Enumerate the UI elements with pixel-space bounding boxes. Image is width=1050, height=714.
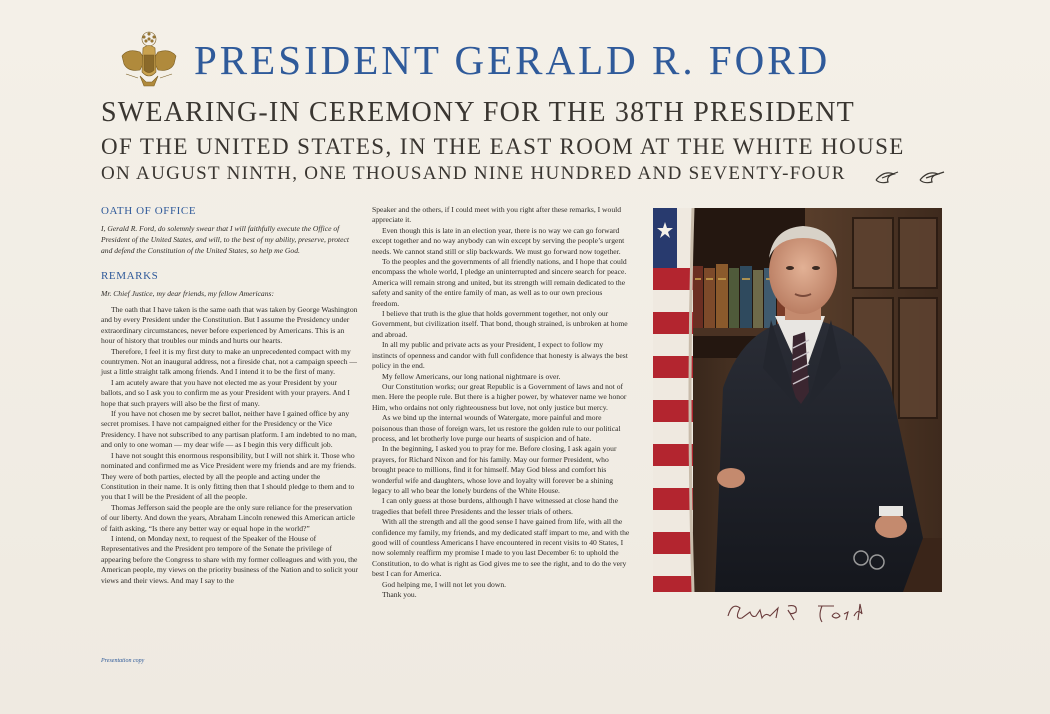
remarks-paragraph: I believe that truth is the glue that holds government together, not only our Government, but civilization itself. That bond, though strained, is unbroken at home and abroad. <box>372 309 628 339</box>
remarks-paragraph: Therefore, I feel it is my first duty to make an unprecedented compact with my countrymen. Not an inaugural address, not a fireside chat, not a campaign speech — just a little straight talk among friends. And I intend it to be the first of many. <box>101 346 357 377</box>
remarks-paragraph: I am acutely aware that you have not elected me as your President by your ballots, and so I ask you to confirm me as your President with your prayers. And I hope that such prayers will also be the first of many. <box>101 377 350 408</box>
remarks-paragraph: The oath that I have taken is the same oath that was taken by George Washington and by every President under the Constitution. But I assume the Presidency under extraordinary circumstances, never before experienced by Americans. This is an hour of history that troubles our minds and hurts our hearts. <box>101 305 358 346</box>
remarks-paragraph: In all my public and private acts as your President, I expect to follow my instincts of openness and candor with full confidence that honesty is always the best policy in the end. <box>372 340 628 371</box>
remarks-paragraph: Thomas Jefferson said the people are the only sure reliance for the preservation of our liberty. And down the years, Abraham Lincoln renewed this American article of faith asking, “Is there any better way or equal hope in the world?” <box>101 502 355 533</box>
oath-heading: OATH OF OFFICE <box>101 205 197 217</box>
flourish-ornament-icon <box>872 166 952 186</box>
text-column-left <box>101 205 359 586</box>
oath-text: I, Gerald R. Ford, do solemnly swear that I will faithfully execute the Office of President of the United States, and will, to the best of my ability, preserve, protect and defend the Constitution of the United States, so help me God. <box>101 224 350 255</box>
remarks-greeting: Mr. Chief Justice, my dear friends, my fellow Americans: <box>101 289 275 298</box>
signature <box>722 598 872 626</box>
presidential-seal-icon <box>118 30 180 90</box>
remarks-paragraph: With all the strength and all the good sense I have gained from life, with all the confidence my family, my friends, and my dedicated staff impart to me, and with the good will of countless Americans I have encountered in recent visits to 40 States, I now solemnly reaffirm my promise I made to you last December 6: to uphold the Constitution, to do what is right as God gives me to see the right, and to do the very best I can for America. <box>372 517 630 579</box>
remarks-paragraph: I can only guess at those burdens, although I have witnessed at close hand the tragedies that befell three Presidents and the lesser trials of others. <box>372 496 618 516</box>
remarks-paragraph-continued: Speaker and the others, if I could meet with you right after these remarks, I would appreciate it. <box>372 205 622 225</box>
page-title: PRESIDENT GERALD R. FORD <box>194 37 831 83</box>
subtitle-line-1: SWEARING-IN CEREMONY FOR THE 38TH PRESIDENT <box>101 97 855 128</box>
remarks-paragraph: In the beginning, I asked you to pray for me. Before closing, I ask again your prayers, for Richard Nixon and for his family. May our former President, who brought peace to millions, find it for himself. May God bless and comfort his wonderful wife and daughters, whose love and loyalty will forever be a shining legacy to all who bear the lonely burdens of the White House. <box>372 444 617 495</box>
subtitle-line-2: OF THE UNITED STATES, IN THE EAST ROOM AT THE WHITE HOUSE <box>101 134 905 159</box>
subtitle-line-3: ON AUGUST NINTH, ONE THOUSAND NINE HUNDRED AND SEVENTY-FOUR <box>101 163 846 184</box>
remarks-paragraph: As we bind up the internal wounds of Watergate, more painful and more poisonous than those of foreign wars, let us restore the golden rule to our political process, and let brotherly love purge our hearts of suspicion and of hate. <box>372 413 621 443</box>
portrait-illustration <box>653 208 942 592</box>
remarks-paragraph: To the peoples and the governments of all friendly nations, and I hope that could encompass the whole world, I pledge an uninterrupted and sincere search for peace. America will remain strong and united, but its strength will remain dedicated to the safety and sanity of the entire family of man, as well as to our own precious freedom. <box>372 257 627 308</box>
presentation-copy-label: Presentation copy <box>101 658 145 664</box>
portrait-photo <box>653 208 942 592</box>
remarks-paragraph: My fellow Americans, our long national nightmare is over. <box>382 371 561 381</box>
remarks-paragraph: God helping me, I will not let you down. <box>382 579 507 589</box>
remarks-paragraph: Thank you. <box>382 590 417 600</box>
remarks-heading: REMARKS <box>101 270 159 282</box>
remarks-paragraph: I have not sought this enormous responsibility, but I will not shirk it. Those who nominated and confirmed me as Vice President were my friends and are my friends. They were of both parties, elected by all the people and acting under the Constitution in their name. It is only fitting then that I should pledge to them and to you that I will be the President of all the people. <box>101 450 356 502</box>
remarks-paragraph: If you have not chosen me by secret ballot, neither have I gained office by any secret promises. I have not campaigned either for the Presidency or the Vice Presidency. I have not subscribed to any partisan platform. I am indebted to no man, and only to one woman — my dear wife — as I begin this very difficult job. <box>101 409 357 450</box>
text-column-right <box>372 205 630 600</box>
remarks-paragraph: Even though this is late in an election year, there is no way we can go forward except together and no way anybody can win except by serving the people’s urgent needs. We cannot stand still or slip backwards. We must go forward now together. <box>372 225 625 256</box>
remarks-paragraph: I intend, on Monday next, to request of the Speaker of the House of Representatives and the President pro tempore of the Senate the privilege of appearing before the Congress to share with my former colleagues and with you, the American people, my views on the priority business of the Nation and to solicit your views and their views. And may I say to the <box>101 533 359 585</box>
remarks-paragraph: Our Constitution works; our great Republic is a Government of laws and not of men. Here the people rule. But there is a higher power, by whatever name we honor Him, who ordains not only righteousness but love, not only justice but mercy. <box>372 381 627 412</box>
